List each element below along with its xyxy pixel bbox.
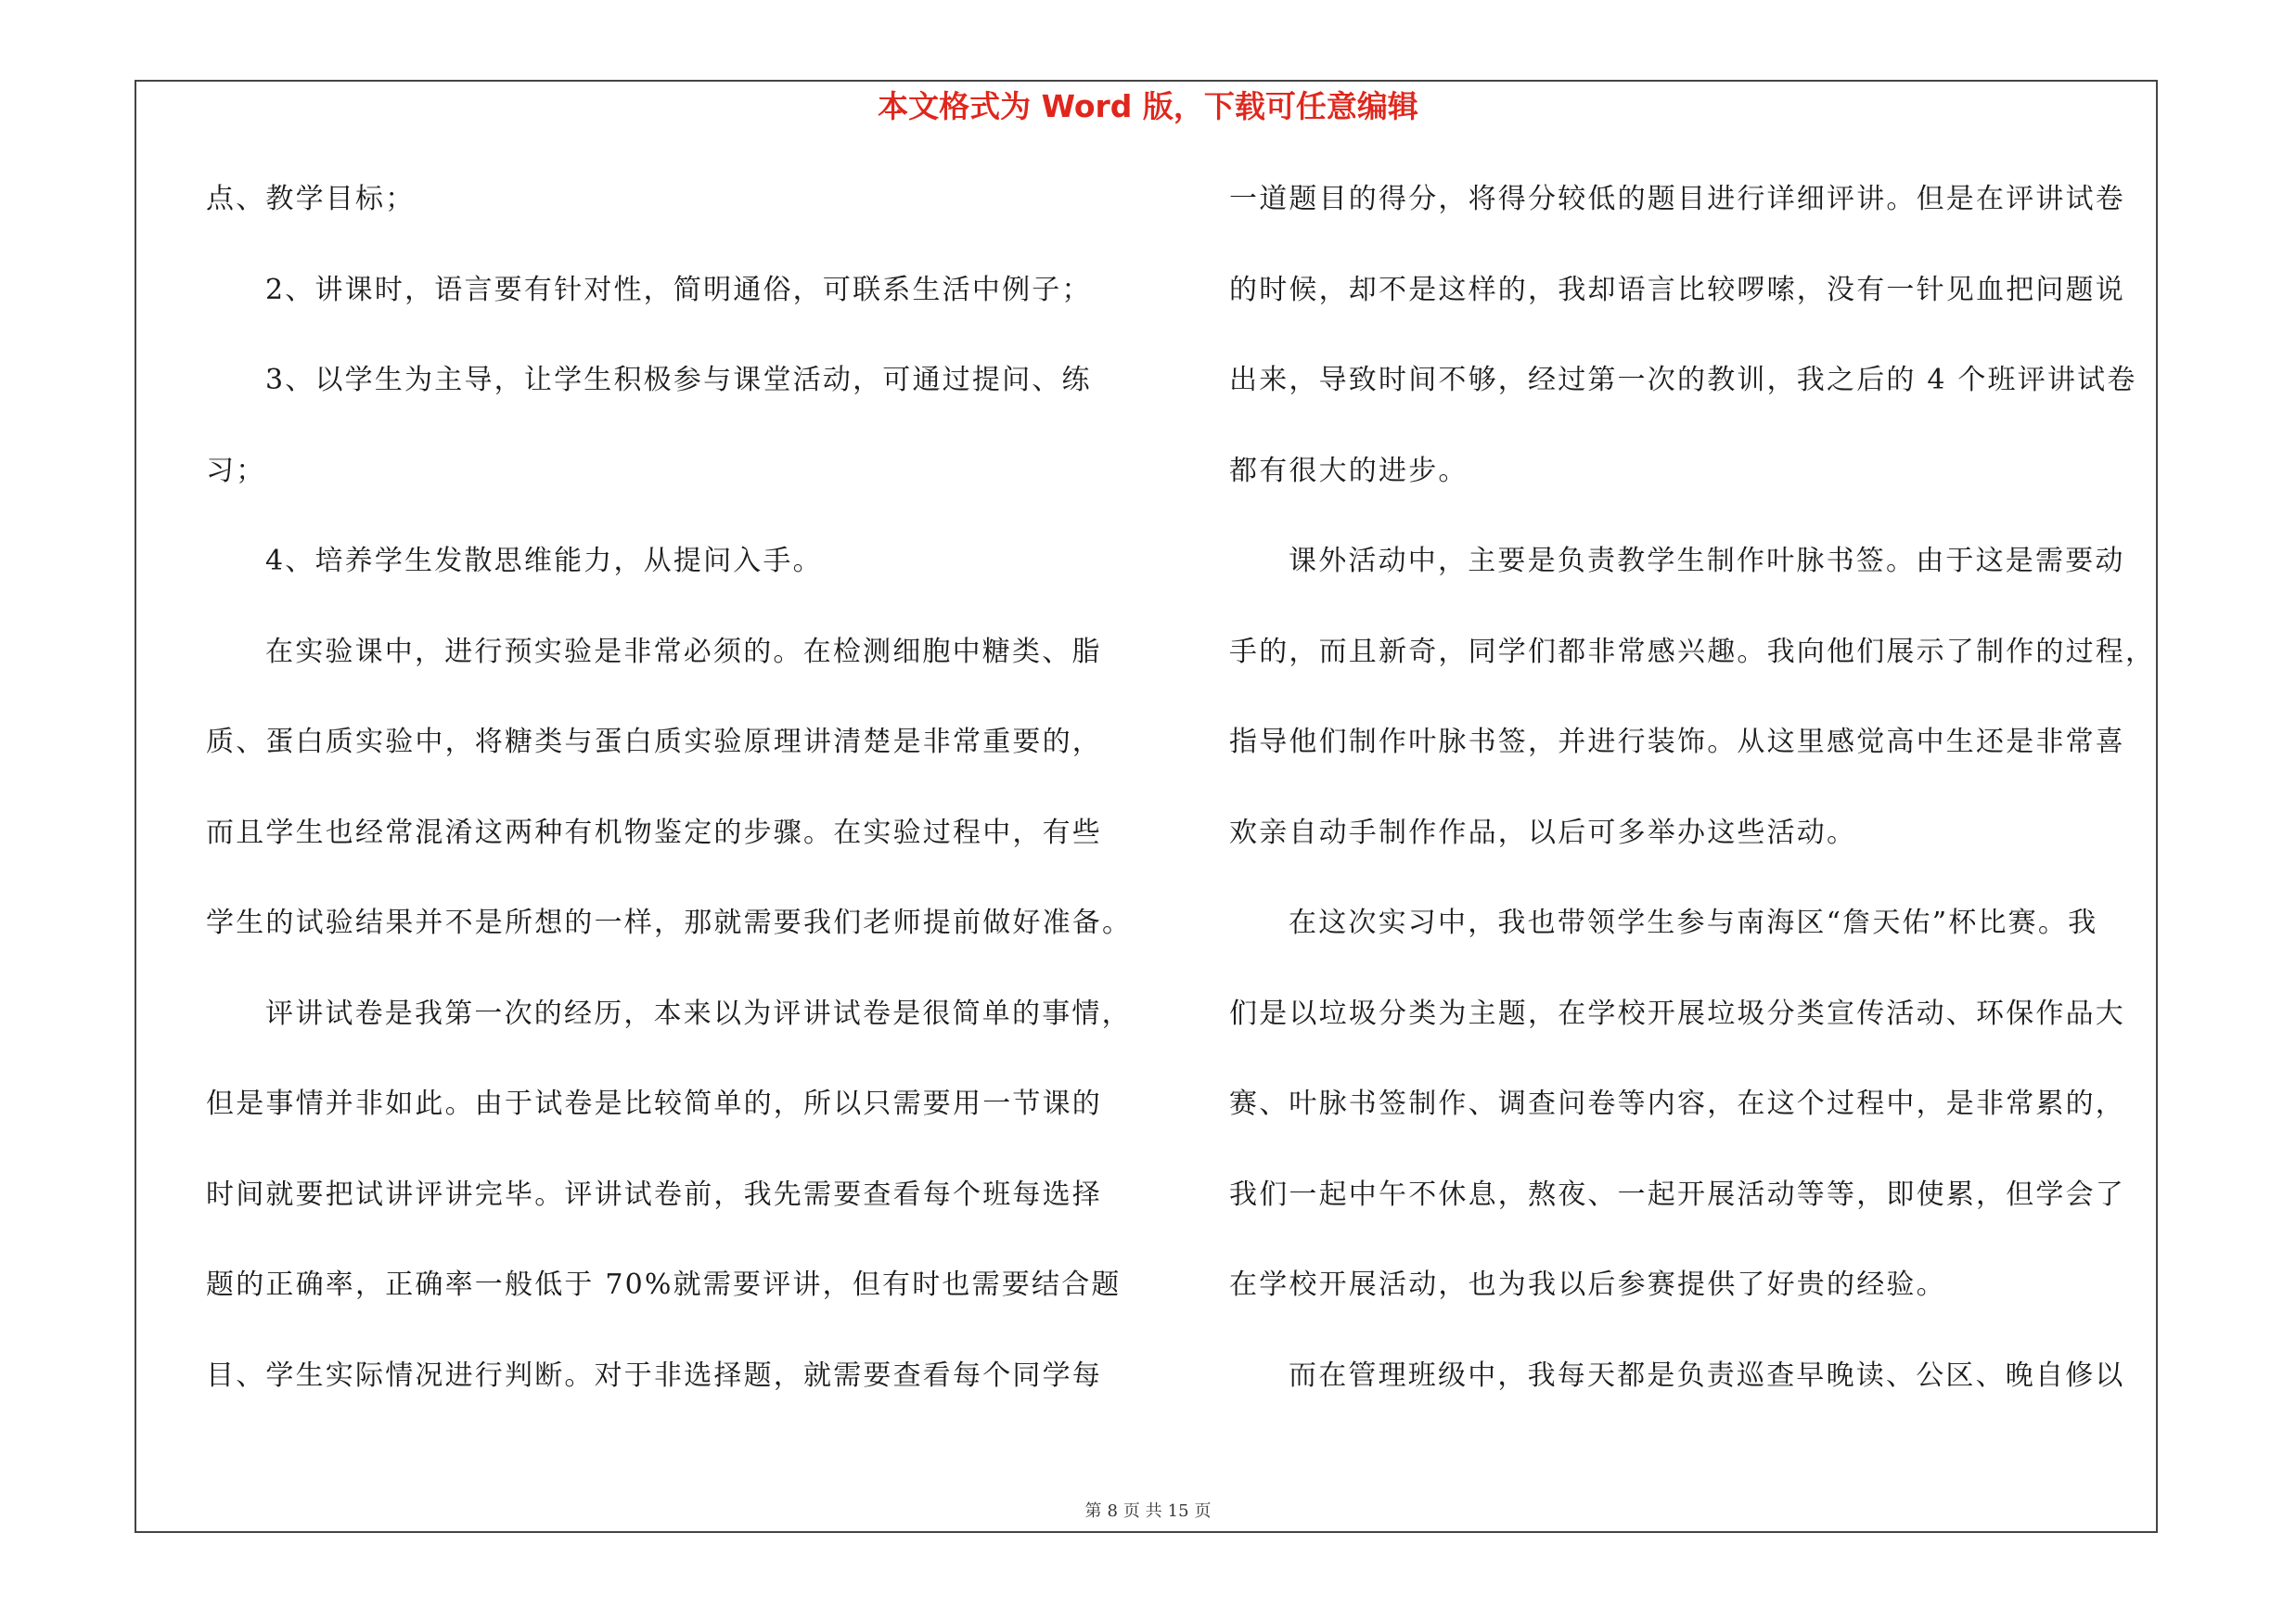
text-line: 但是事情并非如此。由于试卷是比较简单的，所以只需要用一节课的 xyxy=(206,1088,1102,1120)
footer-prefix: 第 xyxy=(1084,1501,1102,1521)
text-line: 习； xyxy=(206,454,266,487)
left-text-column xyxy=(206,183,1133,1452)
right-text-column xyxy=(1229,183,2156,1452)
text-line: 2、讲课时，语言要有针对性，简明通俗，可联系生活中例子； xyxy=(265,273,1092,306)
text-line: 们是以垃圾分类为主题，在学校开展垃圾分类宣传活动、环保作品大 xyxy=(1229,997,2125,1030)
text-line: 4、培养学生发散思维能力，从提问入手。 xyxy=(265,545,823,577)
word-format-banner: 本文格式为 Word 版，下载可任意编辑 xyxy=(878,88,1418,124)
footer-middle: 页 共 xyxy=(1122,1501,1162,1521)
text-line: 在这次实习中，我也带领学生参与南海区“詹天佑”杯比赛。我 xyxy=(1289,907,2098,939)
page-footer xyxy=(0,1498,2296,1522)
text-line: 而且学生也经常混淆这两种有机物鉴定的步骤。在实验过程中，有些 xyxy=(206,816,1102,849)
text-line: 而在管理班级中，我每天都是负责巡查早晚读、公区、晚自修以 xyxy=(1289,1359,2125,1392)
text-line: 时间就要把试讲评讲完毕。评讲试卷前，我先需要查看每个班每选择 xyxy=(206,1178,1102,1211)
text-line: 赛、叶脉书签制作、调查问卷等内容，在这个过程中，是非常累的， xyxy=(1229,1088,2125,1120)
text-line: 课外活动中，主要是负责教学生制作叶脉书签。由于这是需要动 xyxy=(1289,545,2125,577)
footer-page-number: 8 xyxy=(1107,1501,1118,1521)
text-line: 指导他们制作叶脉书签，并进行装饰。从这里感觉高中生还是非常喜 xyxy=(1229,726,2125,758)
footer-page-total: 15 xyxy=(1167,1501,1189,1521)
text-line: 欢亲自动手制作作品，以后可多举办这些活动。 xyxy=(1229,816,1857,849)
text-line: 出来，导致时间不够，经过第一次的教训，我之后的 4 个班评讲试卷 xyxy=(1229,364,2137,396)
text-line: 学生的试验结果并不是所想的一样，那就需要我们老师提前做好准备。 xyxy=(206,907,1133,939)
text-line: 在实验课中，进行预实验是非常必须的。在检测细胞中糖类、脂 xyxy=(265,635,1102,668)
text-line: 都有很大的进步。 xyxy=(1229,454,1469,487)
text-line: 一道题目的得分，将得分较低的题目进行详细评讲。但是在评讲试卷 xyxy=(1229,183,2125,215)
footer-suffix: 页 xyxy=(1194,1501,1212,1521)
text-line: 我们一起中午不休息，熬夜、一起开展活动等等，即使累，但学会了 xyxy=(1229,1178,2125,1211)
text-line: 质、蛋白质实验中，将糖类与蛋白质实验原理讲清楚是非常重要的， xyxy=(206,726,1102,758)
text-line: 题的正确率，正确率一般低于 70%就需要评讲，但有时也需要结合题 xyxy=(206,1269,1122,1301)
text-line: 在学校开展活动，也为我以后参赛提供了好贵的经验。 xyxy=(1229,1269,1946,1301)
text-line: 手的，而且新奇，同学们都非常感兴趣。我向他们展示了制作的过程， xyxy=(1229,635,2156,668)
text-line: 的时候，却不是这样的，我却语言比较啰嗦，没有一针见血把问题说 xyxy=(1229,273,2125,306)
text-line: 点、教学目标； xyxy=(206,183,416,215)
text-line: 评讲试卷是我第一次的经历，本来以为评讲试卷是很简单的事情， xyxy=(265,997,1132,1030)
text-line: 3、以学生为主导，让学生积极参与课堂活动，可通过提问、练 xyxy=(265,364,1092,396)
text-line: 目、学生实际情况进行判断。对于非选择题，就需要查看每个同学每 xyxy=(206,1359,1102,1392)
